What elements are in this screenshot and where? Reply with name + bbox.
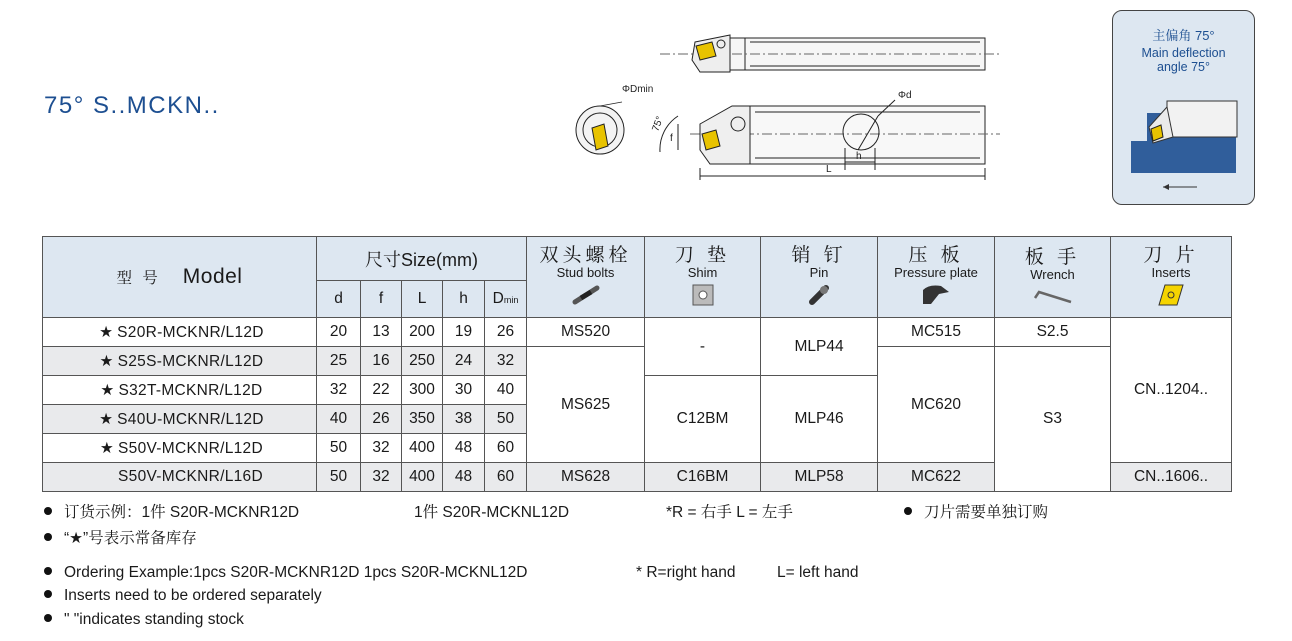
shim-header-cn: 刀 垫 — [674, 245, 731, 266]
model-cell — [43, 347, 317, 376]
deflection-diagram — [1127, 97, 1242, 197]
bullet-icon — [44, 614, 52, 622]
model-code: S32T-MCKNR/L12D — [118, 381, 263, 399]
cell-h: 48 — [443, 463, 485, 492]
pin-cell: MLP44 — [761, 318, 878, 376]
en-order-text: Ordering Example:1pcs S20R-MCKNR12D 1pcs S20R-MCKNL12D — [64, 564, 528, 581]
cell-dmin: 32 — [485, 347, 527, 376]
en-insert-text: Inserts need to be ordered separately — [64, 587, 322, 604]
cell-h: 38 — [443, 405, 485, 434]
inserts-cell: CN..1606.. — [1111, 463, 1232, 492]
cn-stock-text: “★”号表示常备库存 — [64, 530, 197, 547]
cell-dmin: 40 — [485, 376, 527, 405]
plate-cell: MC620 — [878, 347, 995, 463]
insert-icon — [1156, 282, 1186, 308]
cell-f: 26 — [361, 405, 402, 434]
bullet-icon — [44, 507, 52, 515]
cell-l: 300 — [402, 376, 443, 405]
toolholder-drawing — [560, 20, 1010, 190]
note-en-insert — [44, 587, 322, 605]
stock-star: ★ — [99, 323, 114, 341]
end-view — [576, 102, 624, 154]
model-code: S20R-MCKNR/L12D — [117, 323, 264, 341]
deflection-en-label — [1113, 46, 1254, 74]
cell-f: 32 — [361, 434, 402, 463]
bullet-icon — [44, 567, 52, 575]
f-label: f — [670, 133, 673, 144]
cell-f: 13 — [361, 318, 402, 347]
dim-dmin-sub: min — [503, 295, 519, 305]
model-header-cn: 型 号 — [116, 270, 161, 287]
cn-order-b: 1件 S20R-MCKNL12D — [414, 504, 570, 521]
cell-f: 32 — [361, 463, 402, 492]
model-header — [43, 237, 317, 318]
pin-cell: MLP46 — [761, 376, 878, 463]
stud-cell: MS520 — [527, 318, 645, 347]
model-cell — [43, 405, 317, 434]
model-code: S50V-MCKNR/L12D — [118, 439, 263, 457]
cell-h: 30 — [443, 376, 485, 405]
cell-l: 350 — [402, 405, 443, 434]
wrench-cell: S3 — [995, 347, 1111, 492]
inserts-header-en: Inserts — [1151, 265, 1191, 280]
dim-l-header: L — [402, 281, 443, 318]
en-hand-r: * R=right hand — [636, 564, 736, 581]
stud-bolt-icon — [569, 282, 603, 308]
bullet-icon — [904, 507, 912, 515]
bullet-icon — [44, 533, 52, 541]
model-header-en: Model — [182, 265, 243, 288]
model-cell — [43, 318, 317, 347]
deflection-cn-label: 主偏角 75° — [1152, 28, 1215, 43]
plate-header-cn: 压 板 — [908, 245, 964, 266]
pressure-plate-icon — [919, 282, 953, 308]
dmin-label: ΦDmin — [622, 84, 654, 95]
top-view — [660, 35, 1000, 72]
cell-dmin: 50 — [485, 405, 527, 434]
angle-label: 75° — [650, 115, 666, 134]
cell-dmin: 60 — [485, 463, 527, 492]
cell-d: 20 — [317, 318, 361, 347]
model-code: S25S-MCKNR/L12D — [117, 352, 264, 370]
shim-cell: - — [645, 318, 761, 376]
inserts-header-cn: 刀 片 — [1143, 245, 1199, 266]
dim-f-header: f — [361, 281, 402, 318]
cell-dmin: 60 — [485, 434, 527, 463]
cn-hand: *R = 右手 L = 左手 — [666, 504, 793, 521]
deflection-en-line2: angle 75° — [1157, 60, 1210, 74]
pin-header-cn: 销 钉 — [791, 245, 847, 266]
cell-f: 22 — [361, 376, 402, 405]
l-label: L — [826, 164, 832, 175]
model-cell — [43, 463, 317, 492]
note-cn-stock — [44, 526, 197, 548]
cell-l: 400 — [402, 434, 443, 463]
size-header: 尺寸Size(mm) — [317, 237, 527, 281]
model-cell — [43, 376, 317, 405]
stud-header-en: Stud bolts — [556, 265, 615, 280]
shim-header — [645, 237, 761, 318]
pin-header — [761, 237, 878, 318]
bullet-icon — [44, 590, 52, 598]
plate-cell: MC622 — [878, 463, 995, 492]
shim-cell: C12BM — [645, 376, 761, 463]
inserts-cell: CN..1204.. — [1111, 318, 1232, 463]
en-hand-l: L= left hand — [777, 564, 859, 581]
dim-h-header: h — [443, 281, 485, 318]
cn-order-a: 订货示例：1件 S20R-MCKNR12D — [64, 504, 300, 521]
cell-h: 48 — [443, 434, 485, 463]
cell-l: 200 — [402, 318, 443, 347]
deflection-en-line1: Main deflection — [1141, 46, 1226, 60]
h-label: h — [856, 151, 862, 162]
d-label: Φd — [898, 90, 912, 101]
plate-cell: MC515 — [878, 318, 995, 347]
wrench-icon — [1031, 284, 1075, 306]
wrench-header-en: Wrench — [1030, 267, 1075, 282]
note-en-order — [44, 564, 944, 584]
dim-d-header: d — [317, 281, 361, 318]
cell-l: 400 — [402, 463, 443, 492]
cell-d: 25 — [317, 347, 361, 376]
wrench-header — [995, 237, 1111, 318]
wrench-header-cn: 板 手 — [1024, 247, 1081, 268]
pin-icon — [804, 282, 834, 308]
main-deflection-panel — [1112, 10, 1255, 205]
cell-f: 16 — [361, 347, 402, 376]
model-code: S40U-MCKNR/L12D — [117, 410, 264, 428]
stud-header-cn: 双头螺栓 — [539, 245, 632, 266]
note-en-stock — [44, 611, 244, 629]
cell-h: 24 — [443, 347, 485, 376]
cell-dmin: 26 — [485, 318, 527, 347]
stock-star: ★ — [100, 381, 115, 399]
dim-dmin-main: D — [492, 290, 504, 307]
wrench-cell: S2.5 — [995, 318, 1111, 347]
pin-cell: MLP58 — [761, 463, 878, 492]
shim-icon — [688, 282, 718, 308]
cell-d: 32 — [317, 376, 361, 405]
cell-d: 50 — [317, 463, 361, 492]
model-code: S50V-MCKNR/L16D — [118, 468, 263, 485]
dim-dmin-header — [485, 281, 527, 318]
cn-insert-note — [904, 500, 1048, 522]
cell-l: 250 — [402, 347, 443, 376]
stud-cell: MS625 — [527, 347, 645, 463]
plate-header — [878, 237, 995, 318]
inserts-header — [1111, 237, 1232, 318]
cell-h: 19 — [443, 318, 485, 347]
stud-header — [527, 237, 645, 318]
plate-header-en: Pressure plate — [894, 265, 978, 280]
cn-insert-text: 刀片需要单独订购 — [924, 504, 1049, 521]
shim-cell: C16BM — [645, 463, 761, 492]
stock-star: ★ — [99, 410, 114, 428]
cell-d: 40 — [317, 405, 361, 434]
en-stock-text: " "indicates standing stock — [64, 611, 244, 628]
spec-table — [42, 236, 1232, 492]
stock-star: ★ — [99, 439, 115, 457]
pin-header-en: Pin — [809, 265, 829, 280]
model-cell — [43, 434, 317, 463]
shim-header-en: Shim — [687, 265, 718, 280]
note-cn-order — [44, 500, 1144, 520]
cell-d: 50 — [317, 434, 361, 463]
stock-star: ★ — [99, 352, 114, 370]
page-title: 75° S..MCKN.. — [44, 92, 220, 119]
stud-cell: MS628 — [527, 463, 645, 492]
